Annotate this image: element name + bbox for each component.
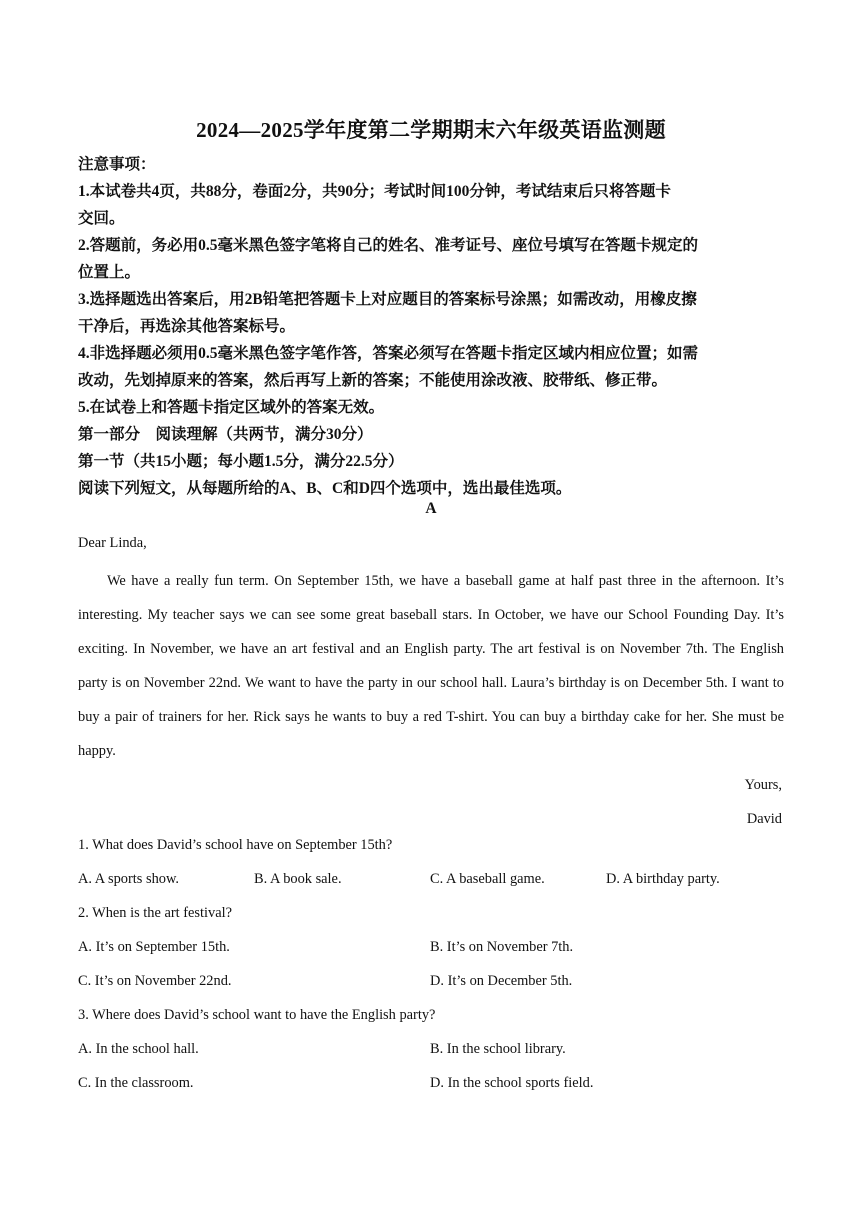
note-line: 1.本试卷共4页，共88分，卷面2分，共90分；考试时间100分钟，考试结束后只将答题卡 xyxy=(78,183,671,200)
option-c: C. A baseball game. xyxy=(430,871,545,887)
option-d: D. A birthday party. xyxy=(606,871,720,887)
letter-body: We have a really fun term. On September 15th, we have a baseball game at half past three in the afternoon. It’s interesting. My teacher says we can see some great baseball stars. In October, we have our School Founding Day. It’s exciting. In November, we have an art festival and an English party. The art festival is on November 7th. The English party is on November 22nd. We want to have the party in our school hall. Laura’s birthday is on December 5th. I want to buy a pair of trainers for her. Rick says he wants to buy a red T-shirt. You can buy a birthday cake for her. She must be happy. xyxy=(78,573,784,759)
option-row xyxy=(78,862,784,896)
note-line: 3.选择题选出答案后，用2B铅笔把答题卡上对应题目的答案标号涂黑；如需改动，用橡皮擦 xyxy=(78,291,697,308)
note-line: 2.答题前，务必用0.5毫米黑色签字笔将自己的姓名、准考证号、座位号填写在答题卡规定的 xyxy=(78,237,699,254)
instruction-text: 阅读下列短文，从每题所给的A、B、C和D四个选项中，选出最佳选项。 xyxy=(78,480,572,497)
option-c: C. In the classroom. xyxy=(78,1075,194,1091)
option-row xyxy=(78,964,784,998)
option-b: B. In the school library. xyxy=(430,1041,566,1057)
notes-block xyxy=(78,151,784,502)
note-line: 5.在试卷上和答题卡指定区域外的答案无效。 xyxy=(78,399,385,416)
option-c: C. It’s on November 22nd. xyxy=(78,973,232,989)
option-a: A. In the school hall. xyxy=(78,1041,199,1057)
option-a: A. It’s on September 15th. xyxy=(78,939,230,955)
letter-passage xyxy=(78,530,784,836)
option-d: D. In the school sports field. xyxy=(430,1075,594,1091)
letter-closing: Yours, xyxy=(744,777,782,793)
option-b: B. A book sale. xyxy=(254,871,342,887)
question-text: 3. Where does David’s school want to have the English party? xyxy=(78,1007,436,1023)
question-text: 1. What does David’s school have on September 15th? xyxy=(78,837,393,853)
question-item xyxy=(78,828,784,896)
question-item xyxy=(78,998,784,1100)
question-item xyxy=(78,896,784,998)
question-text: 2. When is the art festival? xyxy=(78,905,232,921)
section-heading: 第一节（共15小题；每小题1.5分，满分22.5分） xyxy=(78,453,404,470)
option-a: A. A sports show. xyxy=(78,871,180,887)
part-heading: 第一部分 阅读理解（共两节，满分30分） xyxy=(78,426,373,443)
note-line: 干净后，再选涂其他答案标号。 xyxy=(78,318,296,335)
option-row xyxy=(78,1066,784,1100)
letter-signature: David xyxy=(746,811,782,827)
page-title: 2024—2025学年度第二学期期末六年级英语监测题 xyxy=(196,118,666,142)
option-b: B. It’s on November 7th. xyxy=(430,939,574,955)
passage-label: A xyxy=(425,500,437,517)
letter-greeting: Dear Linda, xyxy=(78,535,147,551)
option-row xyxy=(78,1032,784,1066)
option-d: D. It’s on December 5th. xyxy=(430,973,573,989)
note-line: 交回。 xyxy=(78,210,125,227)
question-list xyxy=(78,828,784,1100)
note-line: 改动，先划掉原来的答案，然后再写上新的答案；不能使用涂改液、胶带纸、修正带。 xyxy=(78,372,668,389)
option-row xyxy=(78,930,784,964)
note-line: 位置上。 xyxy=(78,264,141,281)
note-line: 4.非选择题必须用0.5毫米黑色签字笔作答，答案必须写在答题卡指定区域内相应位置；如需 xyxy=(78,345,699,362)
notes-heading: 注意事项： xyxy=(78,156,156,173)
